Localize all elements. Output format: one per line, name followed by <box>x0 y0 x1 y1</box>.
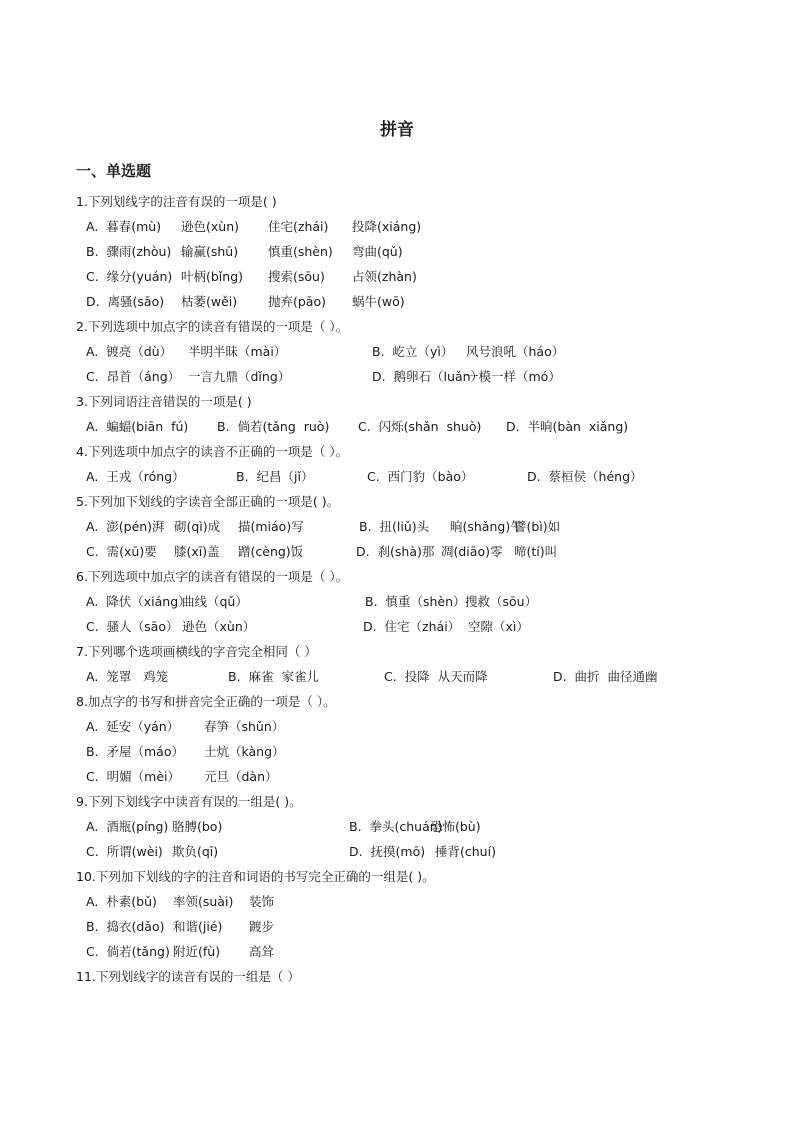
option-item <box>181 293 237 311</box>
question-stem: 10.下列加下划线的字的注音和词语的书写完全正确的一组是( )。 <box>76 869 435 884</box>
option-item <box>238 518 304 536</box>
option-text: B. 倘若(tǎng ruò) <box>217 419 330 434</box>
option-text: C. 昂首（áng） <box>86 369 181 384</box>
option-row <box>86 368 786 386</box>
option-item <box>352 218 421 236</box>
option-item <box>86 943 170 961</box>
option-item <box>174 518 220 536</box>
option-text: 逊色(xùn) <box>181 219 239 234</box>
option-text: B. 捣衣(dǎo) <box>86 919 165 934</box>
option-text: A. 镀亮（dù） <box>86 344 173 359</box>
option-item <box>173 943 220 961</box>
option-item <box>553 668 658 686</box>
option-text: D. 抚摸(mō) <box>349 844 426 859</box>
option-text: 慎重(shèn) <box>268 244 333 259</box>
option-text: 风号浪吼（háo） <box>466 344 565 359</box>
question-stem: 5.下列加下划线的字读音全部正确的一项是( )。 <box>76 494 340 509</box>
option-row <box>86 543 786 561</box>
option-text: 胳膊(bo) <box>172 819 223 834</box>
option-text: A. 王戎（róng） <box>86 469 185 484</box>
option-item <box>86 918 165 936</box>
option-text: C. 缘分(yuán) <box>86 269 173 284</box>
question-stem: 1.下列划线字的注音有误的一项是( ) <box>76 194 277 209</box>
option-item <box>236 468 313 486</box>
option-item <box>173 893 233 911</box>
option-text: 恐怖(bù) <box>430 819 481 834</box>
option-item <box>172 843 218 861</box>
question-stem: 9.下列下划线字中读音有误的一组是( )。 <box>76 794 302 809</box>
option-text: C. 骚人（sāo） <box>86 619 179 634</box>
option-item <box>86 768 180 786</box>
option-item <box>514 543 557 561</box>
option-item <box>86 618 178 636</box>
option-text: A. 暮春(mù) <box>86 219 162 234</box>
option-text: A. 延安（yán） <box>86 719 180 734</box>
option-row <box>86 268 786 286</box>
option-item <box>86 468 185 486</box>
option-text: A. 降伏（xiáng） <box>86 594 191 609</box>
option-item <box>172 818 222 836</box>
option-text: D. 刹(shà)那 <box>356 544 435 559</box>
option-row <box>86 343 786 361</box>
option-item <box>466 368 561 386</box>
option-item <box>356 543 434 561</box>
option-text: D. 离骚(sāo) <box>86 294 165 309</box>
option-text: B. 纪昌（jǐ） <box>236 469 314 484</box>
option-text: D. 半晌(bàn xiǎng) <box>506 419 629 434</box>
option-item <box>384 668 488 686</box>
option-text: 砌(qì)成 <box>174 519 221 534</box>
option-row <box>86 768 786 786</box>
option-row <box>86 743 786 761</box>
option-item <box>363 618 460 636</box>
option-item <box>182 618 255 636</box>
option-row <box>86 243 786 261</box>
option-item <box>365 593 466 611</box>
option-text: A. 蝙蝠(biān fú) <box>86 419 189 434</box>
option-text: 逊色（xùn） <box>182 619 256 634</box>
option-text: 叶柄(bǐng) <box>181 269 244 284</box>
option-item <box>181 218 239 236</box>
option-text: 描(miáo)写 <box>238 519 304 534</box>
question-stem: 3.下列词语注音错误的一项是( ) <box>76 394 252 409</box>
option-item <box>249 918 274 936</box>
option-item <box>450 518 523 536</box>
option-item <box>367 468 473 486</box>
option-row <box>86 718 786 736</box>
option-text: 搜索(sōu) <box>268 269 325 284</box>
option-text: 搜救（sōu） <box>465 594 538 609</box>
option-item <box>372 343 453 361</box>
option-text: 蹭(cèng)饭 <box>238 544 304 559</box>
question-stem: 6.下列选项中加点字的读音有错误的一项是（ ）。 <box>76 569 349 584</box>
option-text: A. 朴素(bǔ) <box>86 894 157 909</box>
option-item <box>249 893 274 911</box>
option-item <box>238 543 303 561</box>
option-text: 凋(diāo)零 <box>441 544 503 559</box>
option-item <box>465 593 537 611</box>
option-item <box>86 218 161 236</box>
option-text: 膝(xī)盖 <box>174 544 220 559</box>
option-text: A. 澎(pén)湃 <box>86 519 165 534</box>
option-text: 踱步 <box>249 919 275 934</box>
option-item <box>514 518 560 536</box>
option-item <box>359 518 429 536</box>
option-item <box>86 293 164 311</box>
option-item <box>358 418 481 436</box>
option-text: 投降(xiáng) <box>352 219 422 234</box>
option-item <box>86 668 168 686</box>
option-item <box>174 543 220 561</box>
option-text: C. 所谓(wèi) <box>86 844 163 859</box>
option-item <box>86 818 168 836</box>
option-item <box>352 243 403 261</box>
option-text: B. 慎重（shèn） <box>365 594 466 609</box>
option-item <box>441 543 502 561</box>
option-item <box>268 243 333 261</box>
option-text: C. 闪烁(shǎn shuò) <box>358 419 482 434</box>
option-text: 率领(suài) <box>173 894 234 909</box>
option-text: 占领(zhàn) <box>352 269 417 284</box>
option-item <box>86 543 157 561</box>
option-item <box>188 368 290 386</box>
option-text: C. 明媚（mèi） <box>86 769 180 784</box>
option-item <box>188 343 286 361</box>
option-item <box>352 293 405 311</box>
option-item <box>466 343 564 361</box>
option-item <box>181 268 243 286</box>
option-row <box>86 518 786 536</box>
option-item <box>182 593 248 611</box>
option-item <box>217 418 329 436</box>
option-item <box>352 268 417 286</box>
option-text: C. 需(xū)要 <box>86 544 157 559</box>
option-text: 蜗牛(wō) <box>352 294 405 309</box>
section-heading: 一、单选题 <box>76 162 152 180</box>
option-text: 装饰 <box>249 894 275 909</box>
option-text: 半明半昧（mài） <box>188 344 287 359</box>
option-text: 土炕（kàng） <box>204 744 285 759</box>
option-text: 一模一样（mó） <box>466 369 561 384</box>
option-item <box>268 218 328 236</box>
option-text: C. 倘若(tǎng) <box>86 944 170 959</box>
option-item <box>181 243 238 261</box>
option-item <box>430 818 481 836</box>
question-stem: 4.下列选项中加点字的读音不正确的一项是（ ）。 <box>76 444 349 459</box>
option-item <box>86 343 172 361</box>
option-text: 枯萎(wěi) <box>181 294 238 309</box>
option-item <box>249 943 274 961</box>
option-text: 弯曲(qǔ) <box>352 244 403 259</box>
option-item <box>349 843 425 861</box>
option-text: 春笋（shǔn） <box>204 719 285 734</box>
option-text: B. 拳头(chuán) <box>349 819 443 834</box>
option-row <box>86 593 786 611</box>
option-text: 元旦（dàn） <box>204 769 278 784</box>
option-row <box>86 418 786 436</box>
question-stem: 7.下列哪个选项画横线的字音完全相同（ ） <box>76 644 317 659</box>
option-item <box>435 843 496 861</box>
option-text: 抛弃(pāo) <box>268 294 326 309</box>
option-row <box>86 943 786 961</box>
option-text: 空隙（xì） <box>468 619 529 634</box>
option-text: B. 矛屋（máo） <box>86 744 184 759</box>
option-item <box>204 718 284 736</box>
option-row <box>86 293 786 311</box>
option-row <box>86 843 786 861</box>
option-text: B. 骤雨(zhòu) <box>86 244 172 259</box>
option-item <box>86 418 188 436</box>
option-text: 欺负(qī) <box>172 844 219 859</box>
option-item <box>86 268 172 286</box>
option-text: B. 扭(liǔ)头 <box>359 519 430 534</box>
option-text: 输赢(shū) <box>181 244 239 259</box>
option-item <box>86 243 171 261</box>
option-item <box>268 268 325 286</box>
option-text: B. 屹立（yì） <box>372 344 454 359</box>
option-item <box>268 293 326 311</box>
option-item <box>86 718 179 736</box>
option-text: A. 笼罩 鸡笼 <box>86 669 169 684</box>
option-text: 一言九鼎（dǐng） <box>188 369 291 384</box>
question-stem: 2.下列选项中加点字的读音有错误的一项是（ ）。 <box>76 319 349 334</box>
option-text: 高耸 <box>249 944 275 959</box>
option-text: D. 曲折 曲径通幽 <box>553 669 658 684</box>
option-text: 啼(tí)叫 <box>514 544 558 559</box>
option-item <box>349 818 443 836</box>
option-text: D. 蔡桓侯（héng） <box>527 469 643 484</box>
option-text: C. 西门豹（bào） <box>367 469 474 484</box>
option-row <box>86 618 786 636</box>
option-item <box>204 768 278 786</box>
option-text: A. 酒瓶(píng) <box>86 819 169 834</box>
question-stem: 11.下列划线字的读音有误的一组是（ ） <box>76 969 300 984</box>
option-row <box>86 918 786 936</box>
option-item <box>86 893 157 911</box>
option-item <box>173 918 222 936</box>
option-text: 附近(fù) <box>173 944 221 959</box>
option-item <box>86 518 165 536</box>
option-text: 晌(shǎng)午 <box>450 519 523 534</box>
option-item <box>468 618 529 636</box>
option-row <box>86 218 786 236</box>
option-text: 和谐(jié) <box>173 919 223 934</box>
option-item <box>527 468 643 486</box>
option-text: 譬(bì)如 <box>514 519 561 534</box>
option-row <box>86 893 786 911</box>
option-item <box>228 668 319 686</box>
option-item <box>86 843 163 861</box>
option-text: D. 住宅（zhái） <box>363 619 461 634</box>
option-row <box>86 668 786 686</box>
page-title: 拼音 <box>380 120 414 140</box>
option-item <box>86 593 191 611</box>
option-text: B. 麻雀 家雀儿 <box>228 669 319 684</box>
option-text: 曲线（qǔ） <box>182 594 248 609</box>
option-text: 住宅(zhái) <box>268 219 329 234</box>
option-row <box>86 818 786 836</box>
option-item <box>506 418 628 436</box>
option-item <box>204 743 285 761</box>
option-text: D. 鹅卵石（luǎn） <box>372 369 484 384</box>
option-item <box>86 368 180 386</box>
option-text: C. 投降 从天而降 <box>384 669 488 684</box>
option-item <box>86 743 184 761</box>
question-stem: 8.加点字的书写和拼音完全正确的一项是（ ）。 <box>76 694 336 709</box>
option-row <box>86 468 786 486</box>
option-text: 捶背(chuí) <box>435 844 496 859</box>
